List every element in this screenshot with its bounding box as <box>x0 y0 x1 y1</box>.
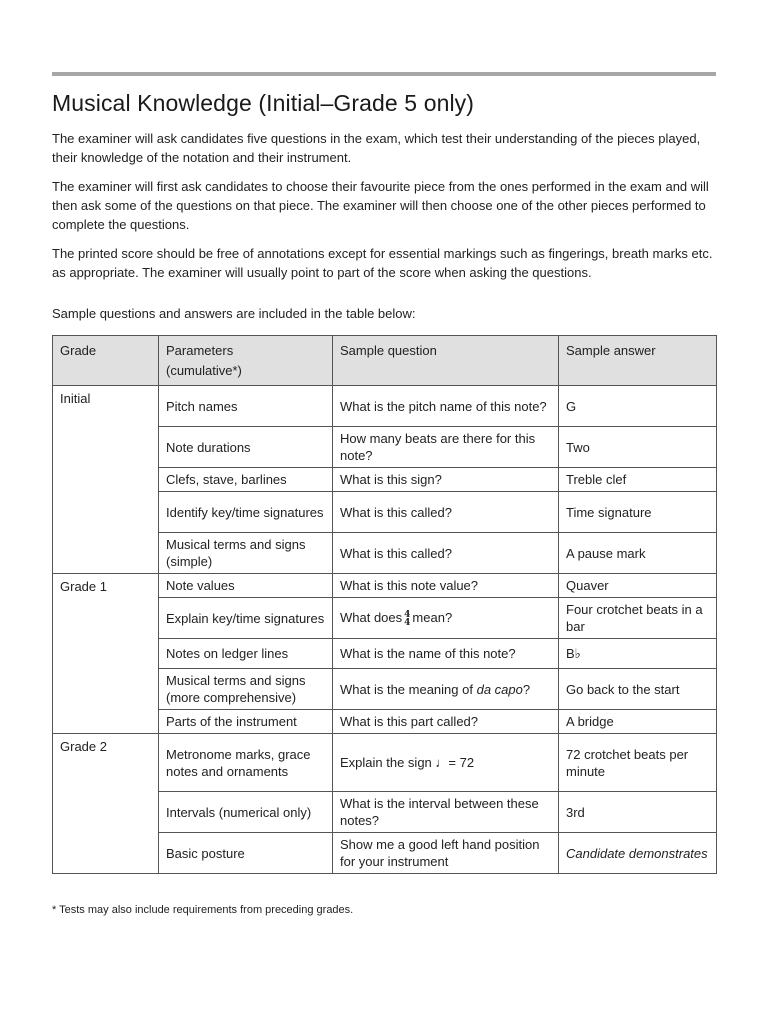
question-cell: What is this called? <box>333 533 559 574</box>
header-parameters <box>159 336 333 386</box>
top-rule <box>52 72 716 76</box>
param-cell: Basic posture <box>159 833 333 874</box>
param-cell: Notes on ledger lines <box>159 639 333 669</box>
answer-cell: B♭ <box>559 639 717 669</box>
answer-cell: Time signature <box>559 492 717 533</box>
question-cell: What is this sign? <box>333 468 559 492</box>
header-answer: Sample answer <box>559 336 717 386</box>
question-text-post: ? <box>522 681 531 697</box>
answer-cell: 3rd <box>559 792 717 833</box>
question-cell: What is the name of this note? <box>333 639 559 669</box>
param-cell: Explain key/time signatures <box>159 598 333 639</box>
table-header-row <box>53 336 717 386</box>
question-cell: What is this part called? <box>333 710 559 734</box>
header-parameters-sub: (cumulative*) <box>166 363 242 378</box>
table-row <box>53 386 717 427</box>
answer-cell: Four crotchet beats in a bar <box>559 598 717 639</box>
sample-questions-table <box>52 335 717 874</box>
question-cell: Explain the sign ♩= 72 <box>333 734 559 792</box>
answer-cell <box>559 833 717 874</box>
param-cell: Note values <box>159 574 333 598</box>
question-cell <box>333 598 559 639</box>
question-cell: What is the pitch name of this note? <box>333 386 559 427</box>
question-text-post: mean? <box>412 610 453 626</box>
param-cell: Parts of the instrument <box>159 710 333 734</box>
question-cell: What is the interval between these notes? <box>333 792 559 833</box>
paragraph-1: The examiner will ask candidates five questions in the exam, which test their understanding of the pieces played, their knowledge of the notation and their instrument. <box>52 131 701 165</box>
param-cell: Note durations <box>159 427 333 468</box>
grade-2: Grade 2 <box>53 734 159 874</box>
table-intro: Sample questions and answers are included in the table below: <box>52 306 416 321</box>
header-grade: Grade <box>53 336 159 386</box>
paragraph-2: The examiner will first ask candidates to choose their favourite piece from the ones performed in the exam and will then ask some of the questions on that piece. The examiner will then choose one of the other pieces performed to complete the questions. <box>52 179 709 232</box>
header-question: Sample question <box>333 336 559 386</box>
answer-cell: Go back to the start <box>559 669 717 710</box>
param-cell: Metronome marks, grace notes and ornaments <box>159 734 333 792</box>
question-cell: Show me a good left hand position for your instrument <box>333 833 559 874</box>
footnote: * Tests may also include requirements from preceding grades. <box>52 904 354 916</box>
grade-initial: Initial <box>53 386 159 574</box>
answer-cell: 72 crotchet beats per minute <box>559 734 717 792</box>
document-page <box>52 72 716 916</box>
param-cell: Intervals (numerical only) <box>159 792 333 833</box>
header-parameters-label: Parameters <box>166 343 234 358</box>
param-cell: Musical terms and signs (more comprehensive) <box>159 669 333 710</box>
param-cell: Musical terms and signs (simple) <box>159 533 333 574</box>
question-cell: What is this note value? <box>333 574 559 598</box>
question-cell: What is this called? <box>333 492 559 533</box>
time-signature-icon: 4 4 <box>404 609 411 628</box>
param-cell: Pitch names <box>159 386 333 427</box>
question-cell <box>333 669 559 710</box>
answer-cell: G <box>559 386 717 427</box>
param-cell: Clefs, stave, barlines <box>159 468 333 492</box>
answer-cell: Quaver <box>559 574 717 598</box>
table-row <box>53 574 717 598</box>
answer-cell: A bridge <box>559 710 717 734</box>
paragraph-3: The printed score should be free of annotations except for essential markings such as fingerings, breath marks etc. as appropriate. The examiner will usually point to part of the score when asking the questions. <box>52 246 713 280</box>
page-title: Musical Knowledge (Initial–Grade 5 only) <box>52 90 475 116</box>
question-text-pre: What is the meaning of <box>340 681 473 697</box>
question-text-em: da capo <box>476 681 523 697</box>
answer-cell: Treble clef <box>559 468 717 492</box>
question-cell: How many beats are there for this note? <box>333 427 559 468</box>
param-cell: Identify key/time signatures <box>159 492 333 533</box>
question-text-pre: What does <box>340 610 403 626</box>
answer-cell: Two <box>559 427 717 468</box>
answer-text-em: Candidate demonstrates <box>566 845 708 861</box>
grade-1: Grade 1 <box>53 574 159 734</box>
answer-cell: A pause mark <box>559 533 717 574</box>
table-row <box>53 734 717 792</box>
